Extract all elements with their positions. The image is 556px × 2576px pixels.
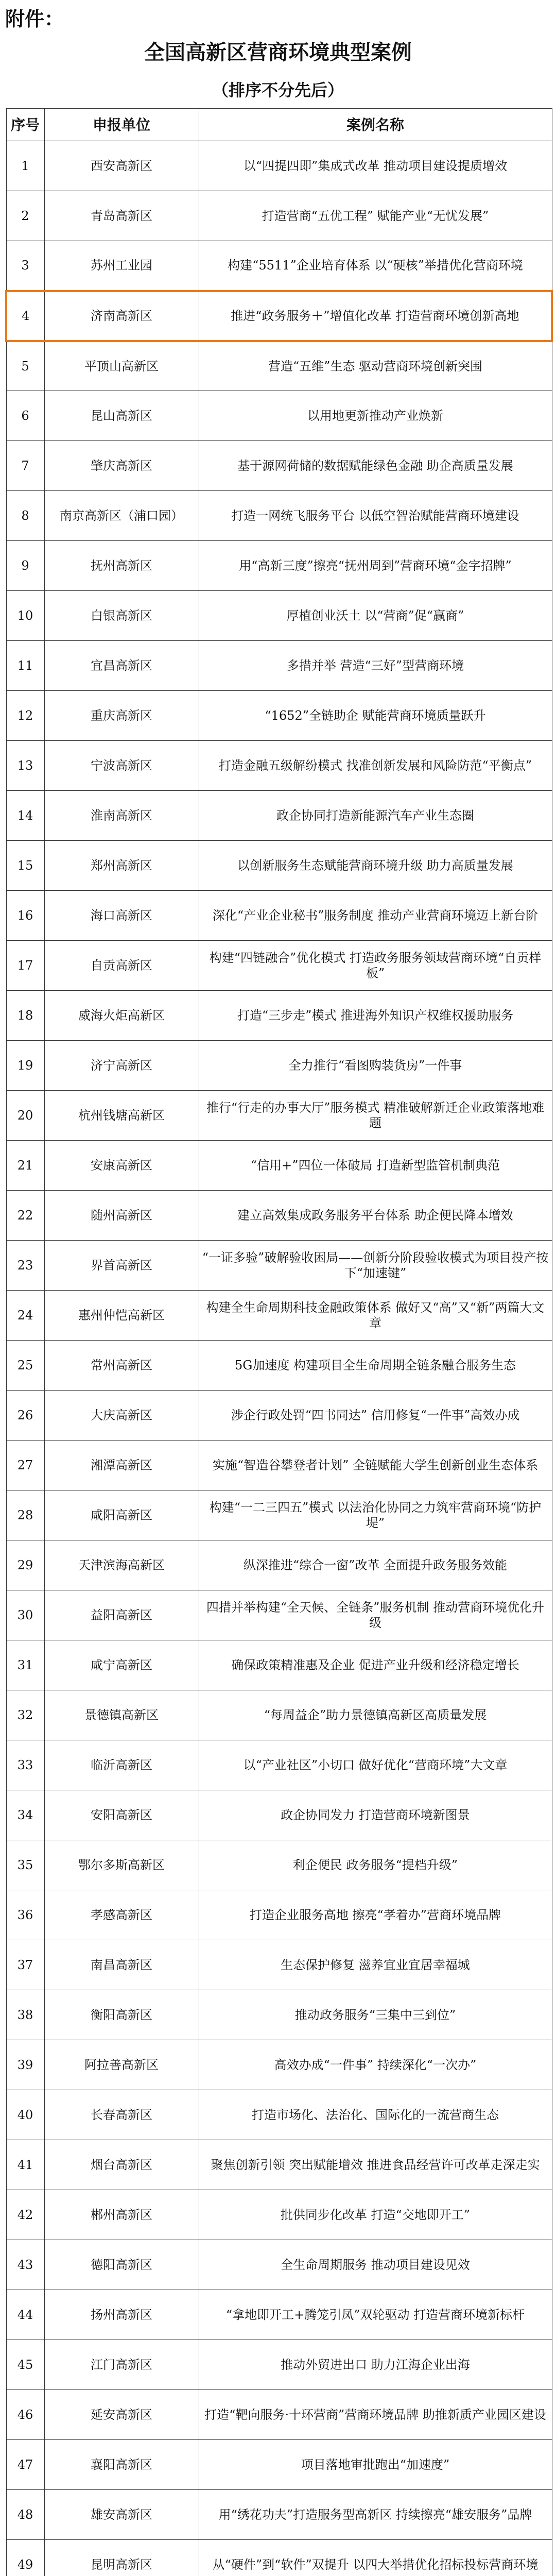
- table-row: [6, 291, 552, 341]
- cell-name: 多措并举 营造“三好”型营商环境: [199, 641, 552, 691]
- cell-name: 推行“行走的办事大厅”服务模式 精准破解新迁企业政策落地难题: [199, 1091, 552, 1141]
- table-row: [6, 2540, 552, 2576]
- cell-unit: 西安高新区: [44, 141, 199, 191]
- cell-unit: 阿拉善高新区: [44, 2040, 199, 2090]
- table-row: [6, 1391, 552, 1440]
- cell-name: 推动外贸进出口 助力江海企业出海: [199, 2340, 552, 2390]
- cell-unit: 济宁高新区: [44, 1041, 199, 1091]
- cell-name: 打造企业服务高地 擦亮“孝着办”营商环境品牌: [199, 1890, 552, 1940]
- cell-no: 1: [6, 141, 44, 191]
- table-row: [6, 641, 552, 691]
- cell-name: “信用+”四位一体破局 打造新型监管机制典范: [199, 1141, 552, 1191]
- cell-name: 用“绣花功夫”打造服务型高新区 持续擦亮“雄安服务”品牌: [199, 2490, 552, 2540]
- table-row: [6, 2390, 552, 2440]
- cell-name: 确保政策精准惠及企业 促进产业升级和经济稳定增长: [199, 1640, 552, 1690]
- cell-no: 12: [6, 691, 44, 741]
- table-row: [6, 2140, 552, 2190]
- cell-unit: 常州高新区: [44, 1341, 199, 1391]
- cell-no: 4: [6, 291, 44, 341]
- cell-no: 25: [6, 1341, 44, 1391]
- cell-unit: 雄安高新区: [44, 2490, 199, 2540]
- cell-name: 深化“产业企业秘书”服务制度 推动产业营商环境迈上新台阶: [199, 891, 552, 941]
- column-header-name: 案例名称: [199, 109, 552, 141]
- cell-name: 5G加速度 构建项目全生命周期全链条融合服务生态: [199, 1341, 552, 1391]
- cell-name: 打造“三步走”模式 推进海外知识产权维权援助服务: [199, 991, 552, 1041]
- table-row: [6, 1091, 552, 1141]
- cell-no: 17: [6, 941, 44, 991]
- cell-name: 批供同步化改革 打造“交地即开工”: [199, 2190, 552, 2240]
- cell-no: 42: [6, 2190, 44, 2240]
- table-row: [6, 341, 552, 391]
- table-row: [6, 2340, 552, 2390]
- table-row: [6, 441, 552, 491]
- table-row: [6, 741, 552, 791]
- cell-unit: 昆山高新区: [44, 391, 199, 441]
- cell-no: 6: [6, 391, 44, 441]
- cell-no: 47: [6, 2440, 44, 2490]
- cell-unit: 天津滨海高新区: [44, 1540, 199, 1590]
- cell-no: 5: [6, 341, 44, 391]
- cell-name: 打造一网统飞服务平台 以低空智治赋能营商环境建设: [199, 491, 552, 541]
- cell-unit: 鄂尔多斯高新区: [44, 1840, 199, 1890]
- cell-name: 纵深推进“综合一窗”改革 全面提升政务服务效能: [199, 1540, 552, 1590]
- cell-name: 推动政务服务“三集中三到位”: [199, 1990, 552, 2040]
- cell-name: 推进“政务服务＋”增值化改革 打造营商环境创新高地: [199, 291, 552, 341]
- cell-unit: 临沂高新区: [44, 1740, 199, 1790]
- table-row: [6, 491, 552, 541]
- table-row: [6, 391, 552, 441]
- table-body: [6, 141, 552, 2576]
- cell-no: 22: [6, 1191, 44, 1241]
- table-row: [6, 2440, 552, 2490]
- table-row: [6, 541, 552, 591]
- cell-no: 32: [6, 1690, 44, 1740]
- cell-name: 以“四提四即”集成式改革 推动项目建设提质增效: [199, 141, 552, 191]
- cell-unit: 郴州高新区: [44, 2190, 199, 2240]
- cell-name: 以“产业社区”小切口 做好优化“营商环境”大文章: [199, 1740, 552, 1790]
- cell-no: 2: [6, 191, 44, 241]
- cell-no: 21: [6, 1141, 44, 1191]
- cell-unit: 烟台高新区: [44, 2140, 199, 2190]
- cell-no: 16: [6, 891, 44, 941]
- table-row: [6, 241, 552, 291]
- cell-no: 41: [6, 2140, 44, 2190]
- cell-name: 建立高效集成政务服务平台体系 助企便民降本增效: [199, 1191, 552, 1241]
- cell-name: 以用地更新推动产业焕新: [199, 391, 552, 441]
- table-row: [6, 1341, 552, 1391]
- cell-no: 9: [6, 541, 44, 591]
- cell-name: 营造“五维”生态 驱动营商环境创新突围: [199, 341, 552, 391]
- cell-unit: 昆明高新区: [44, 2540, 199, 2576]
- cell-unit: 襄阳高新区: [44, 2440, 199, 2490]
- cell-unit: 益阳高新区: [44, 1590, 199, 1640]
- table-row: [6, 1940, 552, 1990]
- cell-unit: 抚州高新区: [44, 541, 199, 591]
- page-subtitle: （排序不分先后）: [212, 80, 344, 100]
- cell-no: 23: [6, 1241, 44, 1291]
- cell-unit: 威海火炬高新区: [44, 991, 199, 1041]
- cell-name: 打造市场化、法治化、国际化的一流营商生态: [199, 2090, 552, 2140]
- table-row: [6, 1440, 552, 1490]
- cell-no: 11: [6, 641, 44, 691]
- table-row: [6, 141, 552, 191]
- cell-unit: 南昌高新区: [44, 1940, 199, 1990]
- cell-no: 15: [6, 841, 44, 891]
- cell-name: 涉企行政处罚“四书同达” 信用修复“一件事”高效办成: [199, 1391, 552, 1440]
- cell-name: “一证多验”破解验收困局——创新分阶段验收模式为项目投产按下“加速键”: [199, 1241, 552, 1291]
- cell-unit: 重庆高新区: [44, 691, 199, 741]
- cell-no: 48: [6, 2490, 44, 2540]
- table-row: [6, 1840, 552, 1890]
- cell-no: 31: [6, 1640, 44, 1690]
- table-row: [6, 1241, 552, 1291]
- cell-name: 从“硬件”到“软件”双提升 以四大举措优化招标投标营商环境: [199, 2540, 552, 2576]
- table-row: [6, 1590, 552, 1640]
- cell-unit: 淮南高新区: [44, 791, 199, 841]
- cell-unit: 南京高新区（浦口园）: [44, 491, 199, 541]
- table-row: [6, 1490, 552, 1540]
- cell-name: 生态保护修复 滋养宜业宜居幸福城: [199, 1940, 552, 1990]
- cases-table: [5, 108, 553, 2576]
- cell-no: 14: [6, 791, 44, 841]
- cell-name: 用“高新三度”擦亮“抚州周到”营商环境“金字招牌”: [199, 541, 552, 591]
- cell-no: 19: [6, 1041, 44, 1091]
- cell-unit: 海口高新区: [44, 891, 199, 941]
- cell-name: 以创新服务生态赋能营商环境升级 助力高质量发展: [199, 841, 552, 891]
- cell-name: “1652”全链助企 赋能营商环境质量跃升: [199, 691, 552, 741]
- cell-unit: 孝感高新区: [44, 1890, 199, 1940]
- cell-name: 政企协同发力 打造营商环境新图景: [199, 1790, 552, 1840]
- table-row: [6, 2490, 552, 2540]
- cell-unit: 长春高新区: [44, 2090, 199, 2140]
- cell-no: 18: [6, 991, 44, 1041]
- cell-unit: 咸宁高新区: [44, 1640, 199, 1690]
- cell-no: 3: [6, 241, 44, 291]
- cell-unit: 德阳高新区: [44, 2240, 199, 2290]
- cell-unit: 肇庆高新区: [44, 441, 199, 491]
- cell-unit: 白银高新区: [44, 591, 199, 641]
- cell-name: 四措并举构建“全天候、全链条”服务机制 推动营商环境优化升级: [199, 1590, 552, 1640]
- table-row: [6, 841, 552, 891]
- table-row: [6, 691, 552, 741]
- table-header-row: [6, 109, 552, 141]
- cell-no: 7: [6, 441, 44, 491]
- cell-unit: 随州高新区: [44, 1191, 199, 1241]
- cell-name: “拿地即开工+腾笼引凤”双轮驱动 打造营商环境新标杆: [199, 2290, 552, 2340]
- cell-no: 28: [6, 1490, 44, 1540]
- cell-no: 29: [6, 1540, 44, 1590]
- cell-unit: 安阳高新区: [44, 1790, 199, 1840]
- cell-unit: 宜昌高新区: [44, 641, 199, 691]
- cell-unit: 平顶山高新区: [44, 341, 199, 391]
- cell-name: 全生命周期服务 推动项目建设见效: [199, 2240, 552, 2290]
- cell-no: 37: [6, 1940, 44, 1990]
- cell-no: 10: [6, 591, 44, 641]
- cell-unit: 衡阳高新区: [44, 1990, 199, 2040]
- cell-no: 36: [6, 1890, 44, 1940]
- cell-no: 44: [6, 2290, 44, 2340]
- cell-no: 46: [6, 2390, 44, 2440]
- cell-name: 构建全生命周期科技金融政策体系 做好又“高”又“新”两篇大文章: [199, 1291, 552, 1341]
- cell-unit: 自贡高新区: [44, 941, 199, 991]
- cell-name: 打造金融五级解纷模式 找准创新发展和风险防范“平衡点”: [199, 741, 552, 791]
- table-row: [6, 941, 552, 991]
- column-header-unit: 申报单位: [44, 109, 199, 141]
- table-row: [6, 1540, 552, 1590]
- cell-no: 40: [6, 2090, 44, 2140]
- cell-name: 利企便民 政务服务“提档升级”: [199, 1840, 552, 1890]
- cell-name: 聚焦创新引领 突出赋能增效 推进食品经营许可改革走深走实: [199, 2140, 552, 2190]
- cell-name: 厚植创业沃土 以“营商”促“赢商”: [199, 591, 552, 641]
- cell-no: 45: [6, 2340, 44, 2390]
- table-row: [6, 1740, 552, 1790]
- table-row: [6, 791, 552, 841]
- table-row: [6, 2040, 552, 2090]
- cell-name: 基于源网荷储的数据赋能绿色金融 助企高质量发展: [199, 441, 552, 491]
- table-row: [6, 1291, 552, 1341]
- page-title: 全国高新区营商环境典型案例: [144, 41, 412, 64]
- table-row: [6, 1790, 552, 1840]
- cell-no: 38: [6, 1990, 44, 2040]
- cell-name: 构建“一二三四五”模式 以法治化协同之力筑牢营商环境“防护堤”: [199, 1490, 552, 1540]
- cell-name: 构建“5511”企业培育体系 以“硬核”举措优化营商环境: [199, 241, 552, 291]
- cell-unit: 宁波高新区: [44, 741, 199, 791]
- cell-name: 项目落地审批跑出“加速度”: [199, 2440, 552, 2490]
- table-row: [6, 191, 552, 241]
- cell-no: 8: [6, 491, 44, 541]
- cell-no: 13: [6, 741, 44, 791]
- cell-unit: 郑州高新区: [44, 841, 199, 891]
- cell-no: 24: [6, 1291, 44, 1341]
- cell-no: 34: [6, 1790, 44, 1840]
- table-row: [6, 1191, 552, 1241]
- cell-no: 43: [6, 2240, 44, 2290]
- cell-no: 35: [6, 1840, 44, 1890]
- cell-name: 打造营商“五优工程” 赋能产业“无忧发展”: [199, 191, 552, 241]
- table-row: [6, 891, 552, 941]
- cell-name: 政企协同打造新能源汽车产业生态圈: [199, 791, 552, 841]
- cell-unit: 青岛高新区: [44, 191, 199, 241]
- table-row: [6, 2240, 552, 2290]
- cell-unit: 延安高新区: [44, 2390, 199, 2440]
- table-row: [6, 2090, 552, 2140]
- cell-unit: 景德镇高新区: [44, 1690, 199, 1740]
- cell-name: 构建“四链融合”优化模式 打造政务服务领域营商环境“自贡样板”: [199, 941, 552, 991]
- cell-no: 26: [6, 1391, 44, 1440]
- cell-no: 39: [6, 2040, 44, 2090]
- cell-name: 高效办成“一件事” 持续深化“一次办”: [199, 2040, 552, 2090]
- cell-name: “每周益企”助力景德镇高新区高质量发展: [199, 1690, 552, 1740]
- cell-unit: 苏州工业园: [44, 241, 199, 291]
- cell-no: 33: [6, 1740, 44, 1790]
- table-row: [6, 1690, 552, 1740]
- cell-unit: 湘潭高新区: [44, 1440, 199, 1490]
- cell-no: 20: [6, 1091, 44, 1141]
- cell-unit: 济南高新区: [44, 291, 199, 341]
- attachment-label: 附件：: [5, 8, 64, 30]
- cell-unit: 扬州高新区: [44, 2290, 199, 2340]
- table-row: [6, 591, 552, 641]
- table-row: [6, 1640, 552, 1690]
- cell-unit: 大庆高新区: [44, 1391, 199, 1440]
- cell-unit: 江门高新区: [44, 2340, 199, 2390]
- cell-name: 全力推行“看图购装货房”一件事: [199, 1041, 552, 1091]
- cell-unit: 界首高新区: [44, 1241, 199, 1291]
- table-row: [6, 2190, 552, 2240]
- cell-no: 30: [6, 1590, 44, 1640]
- cell-unit: 杭州钱塘高新区: [44, 1091, 199, 1141]
- table-row: [6, 991, 552, 1041]
- table-row: [6, 2290, 552, 2340]
- table-row: [6, 1141, 552, 1191]
- cell-name: 打造“靶向服务·十环营商”营商环境品牌 助推新质产业园区建设: [199, 2390, 552, 2440]
- column-header-no: 序号: [6, 109, 44, 141]
- cell-no: 49: [6, 2540, 44, 2576]
- cell-unit: 咸阳高新区: [44, 1490, 199, 1540]
- cell-name: 实施“智造谷攀登者计划” 全链赋能大学生创新创业生态体系: [199, 1440, 552, 1490]
- table-row: [6, 1041, 552, 1091]
- cell-unit: 惠州仲恺高新区: [44, 1291, 199, 1341]
- table-row: [6, 1890, 552, 1940]
- cell-unit: 安康高新区: [44, 1141, 199, 1191]
- cell-no: 27: [6, 1440, 44, 1490]
- table-row: [6, 1990, 552, 2040]
